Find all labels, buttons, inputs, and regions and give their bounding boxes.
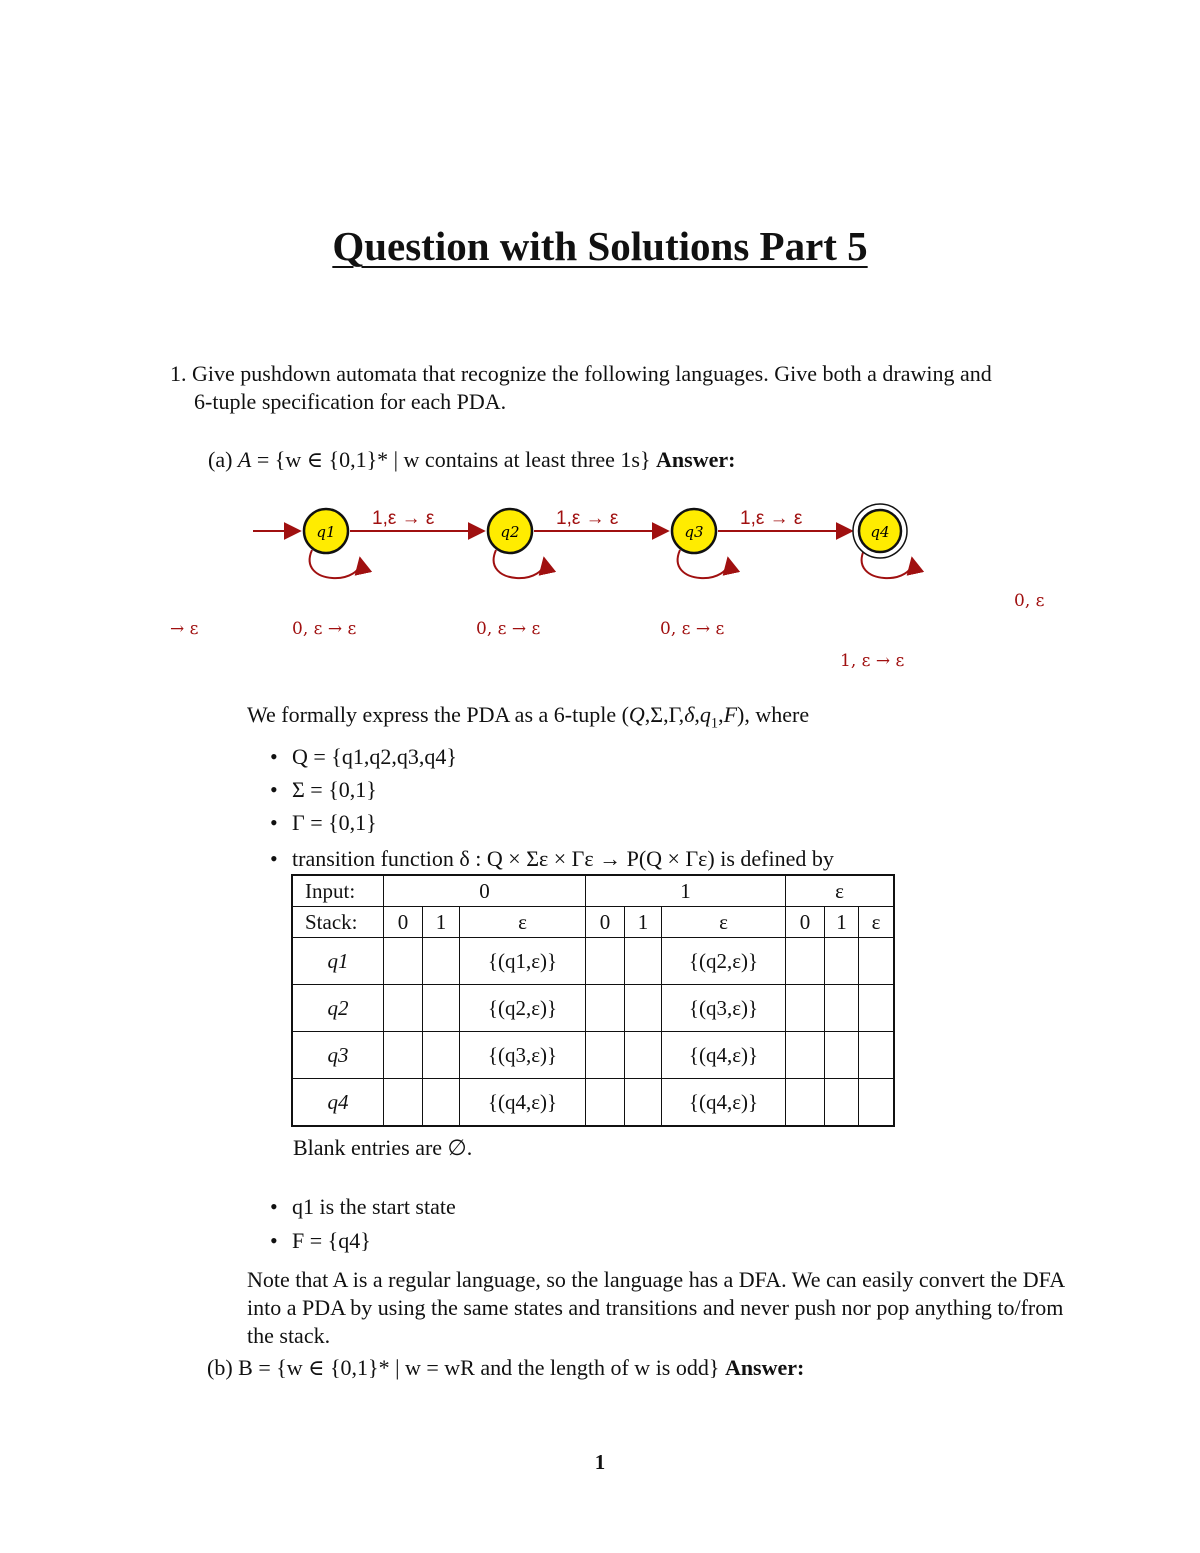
stack-header: 0 xyxy=(586,907,625,938)
loop-q1 xyxy=(310,550,361,578)
bullet-sigma: • Σ = {0,1} xyxy=(270,777,377,803)
label-q2-q3: 1,ε → ε xyxy=(556,508,619,529)
stray-label: → ε xyxy=(170,619,199,639)
transition-table xyxy=(291,874,895,1127)
part-a-heading: (a) A = {w ∈ {0,1}* | w contains at least three 1s} Answer: xyxy=(208,447,736,472)
label-loop-q4-top: 0, ε xyxy=(1014,591,1045,611)
stack-header: 0 xyxy=(384,907,423,938)
table-row xyxy=(292,938,894,985)
bullet-gamma: • Γ = {0,1} xyxy=(270,810,377,836)
question-1-line-2: 6-tuple specification for each PDA. xyxy=(194,389,507,414)
bullet-delta: • transition function δ : Q × Σε × Γε → P(Q × Γε) is defined by xyxy=(270,846,834,872)
label-loop-q1: 0, ε → ε xyxy=(292,619,357,639)
blank-entries-note: Blank entries are ∅. xyxy=(293,1135,473,1160)
table-cell: {(q4,ε)} xyxy=(460,1079,586,1127)
row-state: q1 xyxy=(292,938,384,985)
bullet-start-state: • q1 is the start state xyxy=(270,1194,456,1220)
row-state: q3 xyxy=(292,1032,384,1079)
input-header-eps: ε xyxy=(786,875,895,907)
stack-header: ε xyxy=(859,907,895,938)
table-cell: {(q3,ε)} xyxy=(460,1032,586,1079)
stack-label: Stack: xyxy=(292,907,384,938)
question-1 xyxy=(170,360,1070,416)
table-cell: {(q4,ε)} xyxy=(662,1032,786,1079)
input-label: Input: xyxy=(292,875,384,907)
state-q1 xyxy=(304,509,348,553)
table-cell: {(q4,ε)} xyxy=(662,1079,786,1127)
svg-text:q4: q4 xyxy=(870,523,890,541)
table-row xyxy=(292,985,894,1032)
label-q3-q4: 1,ε → ε xyxy=(740,508,803,529)
row-state: q2 xyxy=(292,985,384,1032)
label-loop-q2: 0, ε → ε xyxy=(476,619,541,639)
loop-q2 xyxy=(494,550,545,578)
state-q4-accept xyxy=(853,504,907,558)
state-q3 xyxy=(672,509,716,553)
table-cell: {(q2,ε)} xyxy=(662,938,786,985)
stack-header: 1 xyxy=(825,907,859,938)
state-q2 xyxy=(488,509,532,553)
svg-text:q1: q1 xyxy=(316,523,336,541)
label-q1-q2: 1,ε → ε xyxy=(372,508,435,529)
stack-header: ε xyxy=(662,907,786,938)
svg-text:q2: q2 xyxy=(500,523,520,541)
label-loop-q4-bottom: 1, ε → ε xyxy=(840,651,905,671)
page-number: 1 xyxy=(594,1450,606,1474)
pda-diagram xyxy=(0,490,1200,680)
svg-text:q3: q3 xyxy=(684,523,704,541)
stack-header: 1 xyxy=(423,907,460,938)
label-loop-q3: 0, ε → ε xyxy=(660,619,725,639)
note-paragraph: Note that A is a regular language, so the language has a DFA. We can easily convert the DFA into a PDA by using the same states and transitions and never push nor pop anything to/from the stack. xyxy=(247,1267,1064,1348)
formal-intro: We formally express the PDA as a 6-tuple $(Q,\Sigma,\Gamma,\delta,q_1,F)$, where xyxy=(247,702,810,732)
table-cell: {(q2,ε)} xyxy=(460,985,586,1032)
bullet-Q: • Q = {q1,q2,q3,q4} xyxy=(270,744,457,770)
question-1-line-1: 1. Give pushdown automata that recognize the following languages. Give both a drawing and xyxy=(170,361,992,386)
stack-header: 1 xyxy=(625,907,662,938)
page-title: Question with Solutions Part 5 xyxy=(332,223,868,269)
table-row xyxy=(292,1032,894,1079)
stack-header: ε xyxy=(460,907,586,938)
table-cell: {(q3,ε)} xyxy=(662,985,786,1032)
bullet-final-states: • F = {q4} xyxy=(270,1228,371,1254)
input-header-0: 0 xyxy=(384,875,586,907)
row-state: q4 xyxy=(292,1079,384,1127)
input-header-1: 1 xyxy=(586,875,786,907)
part-b-heading: (b) B = {w ∈ {0,1}* | w = wR and the length of w is odd} Answer: xyxy=(207,1355,805,1380)
table-cell: {(q1,ε)} xyxy=(460,938,586,985)
table-row xyxy=(292,1079,894,1127)
loop-q3 xyxy=(678,550,729,578)
stack-header: 0 xyxy=(786,907,825,938)
